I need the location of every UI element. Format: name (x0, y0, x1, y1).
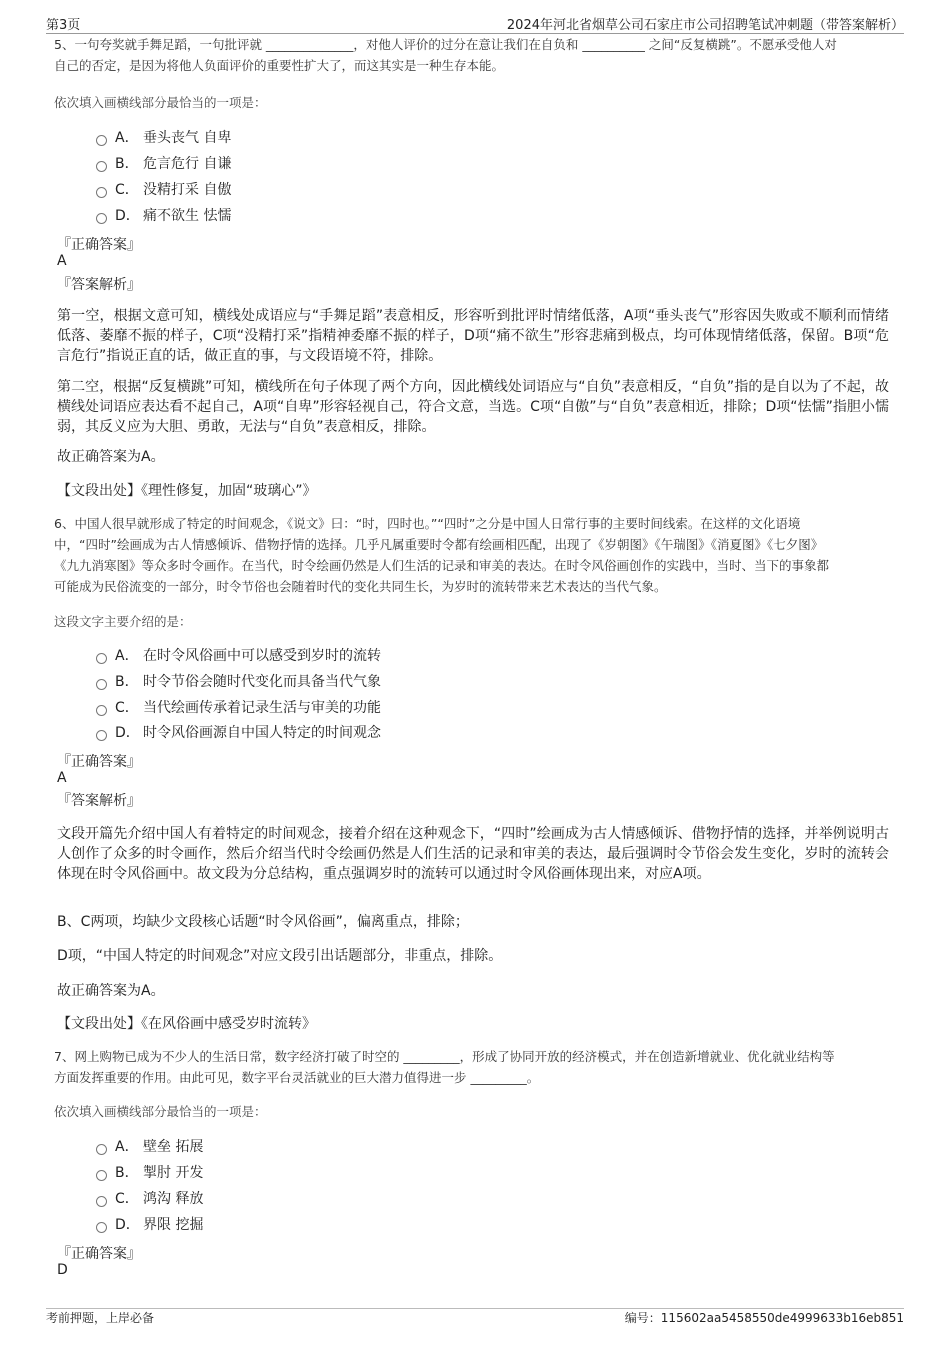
document-id: 编号：115602aa5458550de4999633b16eb851 (624, 1311, 904, 1325)
question-6-text (54, 513, 896, 597)
radio-icon[interactable] (96, 705, 107, 716)
q6-conclusion: 故正确答案为A。 (57, 983, 165, 999)
page-header (46, 14, 904, 34)
question-5-text (54, 34, 896, 76)
question-5-line-1: 5、一句夸奖就手舞足蹈，一句批评就 ______________，对他人评价的过分在意让我们在自负和 __________ 之间“反复横跳”。不愿承受他人对 (54, 37, 837, 52)
radio-icon[interactable] (96, 1144, 107, 1155)
q7-answer-label: 『正确答案』 (57, 1246, 141, 1262)
question-6-line-3: 《九九消寒图》等众多时令画作。在当代，时令绘画仍然是人们生活的记录和审美的表达。在时令风俗画创作的实践中，当时、当下的事象都 (54, 558, 830, 573)
q5-analysis-label: 『答案解析』 (57, 277, 141, 293)
q6-option-b[interactable]: B． 时令节俗会随时代变化而具备当代气象 (96, 672, 381, 692)
q6-analysis-paragraph-1: 文段开篇先介绍中国人有着特定的时间观念，接着介绍在这种观念下，“四时”绘画成为古人情感倾诉、借物抒情的选择，并举例说明古人创作了众多的时令画作，然后介绍当代时令绘画仍然是人们生活的记录和审美的表达，最后强调时令节俗会发生变化，岁时的流转会体现在时令风俗画中。故文段为分总结构，重点强调岁时的流转可以通过时令风俗画体现出来，对应A项。 (57, 826, 889, 882)
q7-answer: D (57, 1262, 68, 1278)
radio-icon[interactable] (96, 213, 107, 224)
footer-slogan: 考前押题，上岸必备 (46, 1311, 155, 1325)
q6-answer: A (57, 770, 67, 786)
question-7-text (54, 1046, 896, 1088)
q5-option-b[interactable]: B． 危言危行 自谦 (96, 154, 231, 174)
radio-icon[interactable] (96, 653, 107, 664)
radio-icon[interactable] (96, 135, 107, 146)
question-5-prompt: 依次填入画横线部分最恰当的一项是： (54, 95, 267, 110)
page-footer (46, 1309, 904, 1327)
question-7-line-1: 7、网上购物已成为不少人的生活日常，数字经济打破了时空的 _________，形成了协同开放的经济模式，并在创造新增就业、优化就业结构等 (54, 1049, 835, 1064)
q5-source: 【文段出处】《理性修复，加固“玻璃心”》 (57, 483, 317, 499)
q5-analysis-paragraph-2: 第二空，根据“反复横跳”可知，横线所在句子体现了两个方向，因此横线处词语应与“自负”表意相反，“自负”指的是自以为了不起，故横线处词语应表达看不起自己，A项“自卑”形容轻视自己，符合文意，当选。C项“自傲”与“自负”表意相近，排除；D项“怯懦”指胆小懦弱，其反义应为大胆、勇敢，无法与“自负”表意相反，排除。 (57, 379, 889, 435)
question-6-prompt: 这段文字主要介绍的是： (54, 614, 192, 629)
q5-option-c[interactable]: C． 没精打采 自傲 (96, 180, 231, 200)
question-6-line-4: 可能成为民俗流变的一部分，时令节俗也会随着时代的变化共同生长，为岁时的流转带来艺术表达的当代气象。 (54, 579, 667, 594)
q6-answer-label: 『正确答案』 (57, 754, 141, 770)
radio-icon[interactable] (96, 730, 107, 741)
q7-option-c[interactable]: C． 鸿沟 释放 (96, 1189, 203, 1209)
radio-icon[interactable] (96, 161, 107, 172)
q6-source: 【文段出处】《在风俗画中感受岁时流转》 (57, 1016, 316, 1032)
q5-answer: A (57, 253, 67, 269)
radio-icon[interactable] (96, 1196, 107, 1207)
q6-option-d[interactable]: D． 时令风俗画源自中国人特定的时间观念 (96, 723, 381, 743)
q6-analysis-paragraph-2: B、C两项，均缺少文段核心话题“时令风俗画”，偏离重点，排除； (57, 914, 469, 930)
radio-icon[interactable] (96, 1170, 107, 1181)
q6-analysis-label: 『答案解析』 (57, 793, 141, 809)
radio-icon[interactable] (96, 679, 107, 690)
q5-option-d[interactable]: D． 痛不欲生 怯懦 (96, 206, 231, 226)
question-7-prompt: 依次填入画横线部分最恰当的一项是： (54, 1104, 267, 1119)
q5-analysis-paragraph-1: 第一空，根据文意可知，横线处成语应与“手舞足蹈”表意相反，形容听到批评时情绪低落，A项“垂头丧气”形容因失败或不顺利而情绪低落、萎靡不振的样子，C项“没精打采”指精神委靡不振的样子，D项“痛不欲生”形容悲痛到极点，均可体现情绪低落，保留。B项“危言危行”指说正直的话，做正直的事，与文段语境不符，排除。 (57, 308, 889, 364)
q5-option-a[interactable]: A． 垂头丧气 自卑 (96, 128, 231, 148)
q6-analysis-paragraph-3: D项，“中国人特定的时间观念”对应文段引出话题部分，非重点，排除。 (57, 948, 503, 964)
q5-conclusion: 故正确答案为A。 (57, 449, 165, 465)
question-6-line-2: 中，“四时”绘画成为古人情感倾诉、借物抒情的选择。几乎凡属重要时令都有绘画相匹配，出现了《岁朝图》《午瑞图》《消夏图》《七夕图》 (54, 537, 824, 552)
radio-icon[interactable] (96, 187, 107, 198)
question-5-line-2: 自己的否定，是因为将他人负面评价的重要性扩大了，而这其实是一种生存本能。 (54, 58, 505, 73)
q7-option-b[interactable]: B． 掣肘 开发 (96, 1163, 203, 1183)
q7-option-d[interactable]: D． 界限 挖掘 (96, 1215, 203, 1235)
document-title: 2024年河北省烟草公司石家庄市公司招聘笔试冲刺题（带答案解析） (506, 18, 904, 33)
question-7-line-2: 方面发挥重要的作用。由此可见，数字平台灵活就业的巨大潜力值得进一步 _________。 (54, 1070, 540, 1085)
radio-icon[interactable] (96, 1222, 107, 1233)
q7-option-a[interactable]: A． 壁垒 拓展 (96, 1137, 203, 1157)
q6-option-c[interactable]: C． 当代绘画传承着记录生活与审美的功能 (96, 698, 381, 718)
page-number: 第3页 (46, 18, 81, 33)
q5-answer-label: 『正确答案』 (57, 237, 141, 253)
question-6-line-1: 6、中国人很早就形成了特定的时间观念，《说文》曰：“时，四时也。”“四时”之分是中国人日常行事的主要时间线索。在这样的文化语境 (54, 516, 801, 531)
q6-option-a[interactable]: A． 在时令风俗画中可以感受到岁时的流转 (96, 646, 381, 666)
